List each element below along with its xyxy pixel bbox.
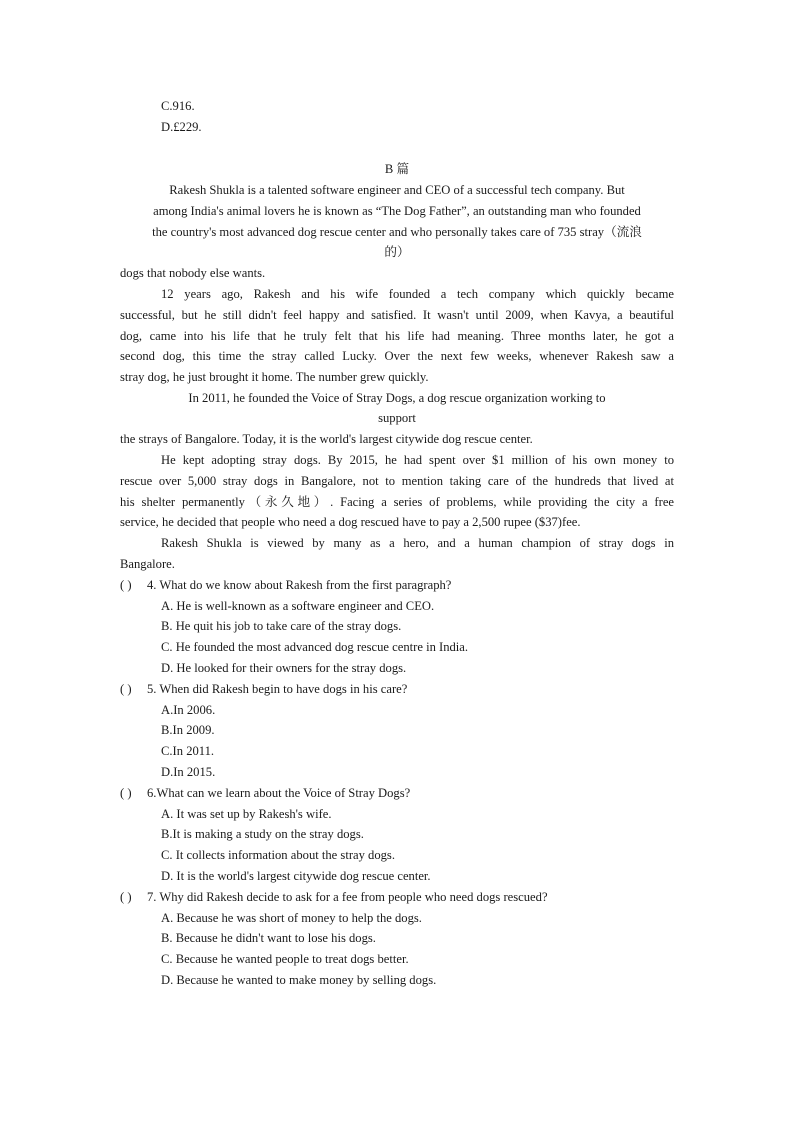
option-a: A.In 2006. [161, 703, 216, 717]
question-6 [0, 785, 794, 801]
question-text: 7. Why did Rakesh decide to ask for a fee from people who need dogs rescued? [147, 890, 548, 904]
passage-line: second dog, this time the stray called Lucky. Over the next few weeks, whenever Rakesh saw a [120, 349, 674, 363]
passage-line: the strays of Bangalore. Today, it is the world's largest citywide dog rescue center. [120, 432, 533, 446]
prev-option-d: D.£229. [161, 120, 202, 134]
option-b: B.In 2009. [161, 723, 215, 737]
option-c: C. Because he wanted people to treat dogs better. [161, 952, 409, 966]
passage-line: He kept adopting stray dogs. By 2015, he had spent over $1 million of his own money to [161, 453, 674, 467]
answer-blank[interactable]: ( ) [120, 578, 132, 592]
answer-blank[interactable]: ( ) [120, 682, 132, 696]
passage-line: successful, but he still didn't feel happy and satisfied. It wasn't until 2009, when Kavya, a beautiful [120, 308, 674, 322]
question-text: 6.What can we learn about the Voice of Stray Dogs? [147, 786, 411, 800]
question-text: 5. When did Rakesh begin to have dogs in his care? [147, 682, 408, 696]
option-a: A. It was set up by Rakesh's wife. [161, 807, 332, 821]
option-c: C. He founded the most advanced dog rescue centre in India. [161, 640, 469, 654]
passage-line: 的） [384, 245, 410, 259]
question-4 [0, 577, 794, 593]
question-5 [0, 681, 794, 697]
option-c: C.In 2011. [161, 744, 215, 758]
passage-line: 12 years ago, Rakesh and his wife founded a tech company which quickly became [161, 287, 674, 301]
passage-line: rescue over 5,000 stray dogs in Bangalore, not to mention taking care of the hundreds that lived at [120, 474, 674, 488]
passage-line: support [378, 411, 416, 425]
passage-line: Rakesh Shukla is a talented software engineer and CEO of a successful tech company. But [169, 183, 625, 197]
passage-line: his shelter permanently（永久地）. Facing a series of problems, while providing the city a free [120, 495, 674, 509]
question-7 [0, 889, 794, 905]
passage-line: dog, came into his life that he truly felt that his life had meaning. Three months later, he got a [120, 329, 674, 343]
passage-line: Bangalore. [120, 557, 175, 571]
answer-blank[interactable]: ( ) [120, 786, 132, 800]
passage-line: dogs that nobody else wants. [120, 266, 266, 280]
option-d: D. He looked for their owners for the stray dogs. [161, 661, 407, 675]
option-d: D.In 2015. [161, 765, 216, 779]
option-b: B.It is making a study on the stray dogs. [161, 827, 364, 841]
option-b: B. Because he didn't want to lose his dogs. [161, 931, 376, 945]
passage-line: among India's animal lovers he is known as “The Dog Father”, an outstanding man who founded [153, 204, 641, 218]
option-b: B. He quit his job to take care of the stray dogs. [161, 619, 402, 633]
question-text: 4. What do we know about Rakesh from the first paragraph? [147, 578, 452, 592]
option-d: D. Because he wanted to make money by selling dogs. [161, 973, 437, 987]
option-a: A. He is well-known as a software engineer and CEO. [161, 599, 435, 613]
passage-line: stray dog, he just brought it home. The number grew quickly. [120, 370, 429, 384]
passage-line: In 2011, he founded the Voice of Stray Dogs, a dog rescue organization working to [188, 391, 606, 405]
answer-blank[interactable]: ( ) [120, 890, 132, 904]
passage-line: the country's most advanced dog rescue center and who personally takes care of 735 stray（流浪 [152, 225, 642, 239]
option-a: A. Because he was short of money to help the dogs. [161, 911, 422, 925]
option-d: D. It is the world's largest citywide dog rescue center. [161, 869, 431, 883]
option-c: C. It collects information about the stray dogs. [161, 848, 395, 862]
passage-line: service, he decided that people who need a dog rescued have to pay a 2,500 rupee ($37)fee. [120, 515, 581, 529]
prev-option-c: C.916. [161, 99, 195, 113]
passage-line: Rakesh Shukla is viewed by many as a hero, and a human champion of stray dogs in [161, 536, 674, 550]
section-title: B 篇 [384, 162, 410, 176]
